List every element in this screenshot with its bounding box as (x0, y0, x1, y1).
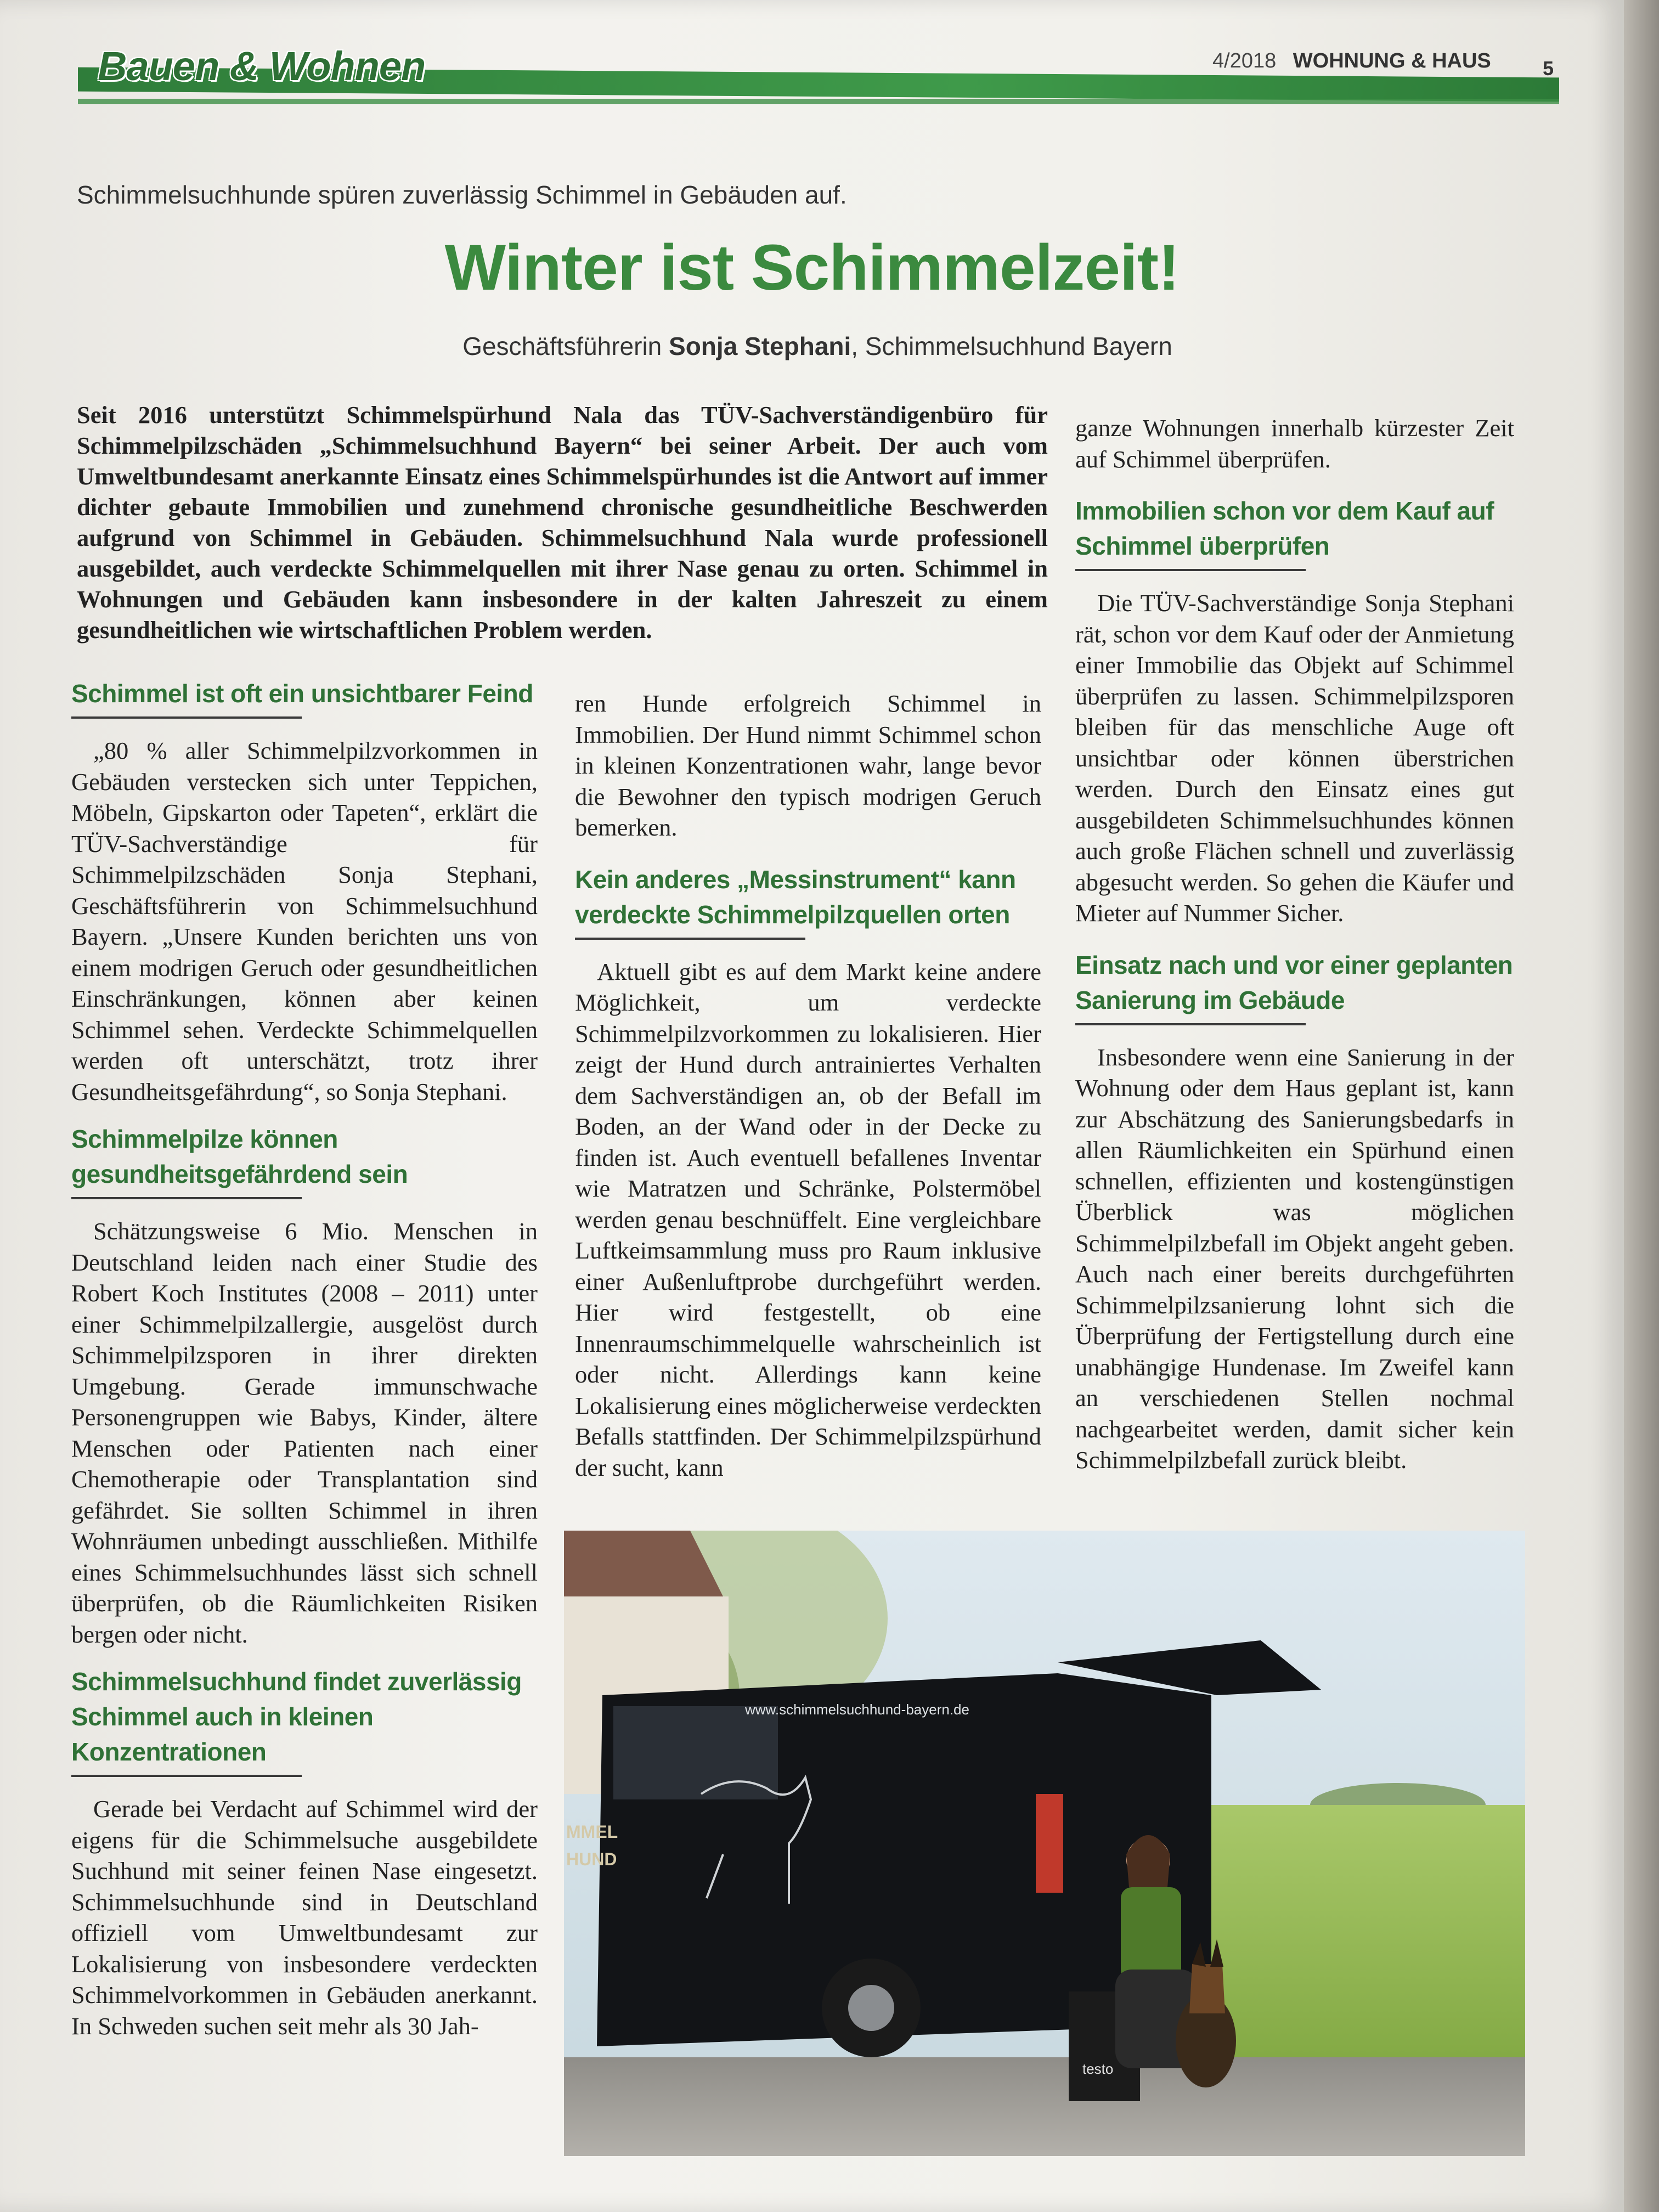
paragraph-invisible-enemy: „80 % aller Schimmelpilzvorkommen in Gebäuden verstecken sich unter Teppichen, Möbeln, Gipskarton oder Tapeten“, erklärt die TÜV-Sachverständige für Schimmelpilzschäden Sonja Stephani, Geschäftsführerin von Schimmelsuchhund Bayern. „Unsere Kunden berichten uns von einem modrigen Geruch oder gesundheitlichen Einschränkungen, können aber keinen Schimmel sehen. Verdeckte Schimmelquellen werden oft unterschätzt, trotz ihrer Gesundheitsgefährdung“, so Sonja Stephani. (71, 737, 538, 1105)
page-edge-shadow (1624, 0, 1659, 2212)
van-taillight (1036, 1794, 1063, 1893)
subheading-rule (1075, 569, 1306, 571)
byline-organization: , Schimmelsuchhund Bayern (851, 332, 1172, 360)
van-url-text: www.schimmelsuchhund-bayern.de (745, 1701, 969, 1718)
byline-role: Geschäftsführerin (462, 332, 662, 360)
column-1 (71, 676, 538, 2041)
subheading-no-instrument: Kein anderes „Messinstrument“ kann verdeckte Schimmelpilzquellen orten (575, 865, 1016, 929)
van-text-line1: MMEL (566, 1822, 618, 1842)
subheading-before-purchase: Immobilien schon vor dem Kauf auf Schimmel überprüfen (1075, 496, 1494, 560)
subheading-rule (71, 1775, 302, 1777)
subheading-rule (71, 1197, 302, 1199)
article-headline: Winter ist Schimmelzeit! (444, 232, 1180, 304)
woman-shirt (1121, 1887, 1181, 1980)
subheading-rule (575, 938, 805, 940)
issue-info (1212, 49, 1491, 73)
article-photo (564, 1531, 1525, 2156)
photo-field (1195, 1805, 1525, 2090)
paragraph-small-concentrations-part2: ren Hunde erfolgreich Schimmel in Immobilien. Der Hund nimmt Schimmel schon in kleinen Konzentrationen wahr, lange bevor die Bewohner den typisch modrigen Geruch bemerken. (575, 690, 1041, 841)
section-title: Bauen & Wohnen (98, 43, 426, 89)
dog-head (1189, 1964, 1225, 2013)
paragraph-no-instrument-part1: Aktuell gibt es auf dem Markt keine andere Möglichkeit, um verdeckte Schimmelpilzvorkommen zu lokalisieren. Hier zeigt der Hund durch antrainiertes Verhalten dem Sachverständigen an, ob der Befall im Boden, an der Wand oder in der Decke zu finden ist. Auch eventuell befallenes Inventar wie Matratzen und Schränke, Polstermöbel werden genau beschnüffelt. Eine vergleichbare Luftkeimsammlung muss pro Raum inklusive einer Außenluftprobe durchgeführt werden. Hier wird festgestellt, ob eine Innenraumschimmelquelle wahrscheinlich ist oder nicht. Allerdings kann keine Lokalisierung eines möglicherweise verdeckten Befalls stattfinden. Der Schimmelpilzspürhund der sucht, kann (575, 957, 1041, 1481)
paragraph-health-risk: Schätzungsweise 6 Mio. Menschen in Deutschland leiden nach einer Studie des Robert Koch Institutes (2008 – 2011) unter einer Schimmelpilzallergie, ausgelöst durch Schimmelpilzsporen in ihrer direkten Umgebung. Gerade immunschwache Personengruppen wie Babys, Kinder, ältere Menschen oder Patienten nach einer Chemotherapie oder Transplantation sind gefährdet. Sie sollten Schimmel in ihren Wohnräumen unbedingt ausschließen. Mithilfe eines Schimmelsuchhundes lässt sich schnell überprüfen, ob die Räumlichkeiten Risiken bergen oder nicht. (71, 1217, 538, 1648)
subheading-invisible-enemy: Schimmel ist oft ein unsichtbarer Feind (71, 679, 533, 708)
van-text-line2: HUND (566, 1849, 617, 1869)
header-green-rule (78, 99, 1559, 104)
byline-author: Sonja Stephani (669, 332, 851, 360)
column-2 (575, 688, 1041, 1483)
paragraph-before-purchase: Die TÜV-Sachverständige Sonja Stephani rät, schon vor dem Kauf oder der Anmietung einer Immobilie das Objekt auf Schimmel überprüfen zu lassen. Schimmelpilzsporen bleiben für das menschliche Auge oft unsichtbar oder können überstrichen werden. Durch den Einsatz eines gut ausgebildeten Schimmelsuchhundes können auch große Flächen schnell und zuverlässig abgesucht werden. So gehen die Käufer und Mieter auf Nummer Sicher. (1075, 589, 1514, 927)
paragraph-renovation: Insbesondere wenn eine Sanierung in der Wohnung oder dem Haus geplant ist, kann zur Abschätzung des Sanierungsbedarfs in allen Räumlichkeiten ein Spürhund einen schnellen, effizienten und kostengünstigen Überblick was möglichen Schimmelpilzbefall im Objekt angeht geben. Auch nach einer bereits durchgeführten Schimmelpilzsanierung lohnt sich die Überprüfung der Fertigstellung durch eine unabhängige Hundenase. Im Zweifel kann an verschiedenen Stellen nochmal nachgearbeitet werden, damit sicher kein Schimmelpilzbefall zurück bleibt. (1075, 1043, 1514, 1474)
subheading-small-concentrations: Schimmelsuchhund findet zuverlässig Schimmel auch in kleinen Konzentrationen (71, 1667, 522, 1766)
subheading-rule (1075, 1023, 1306, 1025)
photo-road (564, 2057, 1525, 2156)
van-hubcap (848, 1985, 894, 2031)
column-3 (1075, 413, 1514, 1476)
article-byline (0, 331, 1635, 361)
paragraph-no-instrument-part2: ganze Wohnungen innerhalb kürzester Zeit auf Schimmel überprüfen. (1075, 414, 1514, 473)
subheading-renovation: Einsatz nach und vor einer geplanten Sanierung im Gebäude (1075, 950, 1513, 1014)
page-number: 5 (1543, 57, 1554, 80)
subheading-health-risk: Schimmelpilze können gesundheitsgefährdend sein (71, 1125, 408, 1188)
testo-case-label: testo (1082, 2061, 1114, 2077)
paragraph-small-concentrations-part1: Gerade bei Verdacht auf Schimmel wird der eigens für die Schimmelsuche ausgebildete Suchhund mit seiner feinen Nase eingesetzt. Schimmelsuchhunde sind in Deutschland offiziell vom Umweltbundesamt zur Lokalisierung von insbesondere verdeckten Schimmelvorkommen in Gebäuden anerkannt. In Schweden suchen seit mehr als 30 Jah- (71, 1795, 538, 2040)
issue-number: 4/2018 (1212, 49, 1277, 72)
article-kicker: Schimmelsuchhunde spüren zuverlässig Schimmel in Gebäuden auf. (77, 180, 847, 209)
subheading-rule (71, 716, 302, 719)
publication-name: WOHNUNG & HAUS (1293, 49, 1491, 72)
article-lead: Seit 2016 unterstützt Schimmelspürhund Nala das TÜV-Sachverständigenbüro für Schimmelpilzschäden „Schimmelsuchhund Bayern“ bei seiner Arbeit. Der auch vom Umweltbundesamt anerkannte Einsatz eines Schimmelspürhundes ist die Antwort auf immer dichter gebaute Immobilien und zunehmend chronische gesundheitliche Beschwerden aufgrund von Schimmel in Gebäuden. Schimmelsuchhund Nala wurde professionell ausgebildet, auch verdeckte Schimmelquellen mit ihrer Nase genau zu orten. Schimmel in Wohnungen und Gebäuden kann insbesondere in der kalten Jahreszeit zu einem gesundheitlichen wie wirtschaftlichen Problem werden. (77, 401, 1048, 644)
van-window (613, 1706, 778, 1799)
